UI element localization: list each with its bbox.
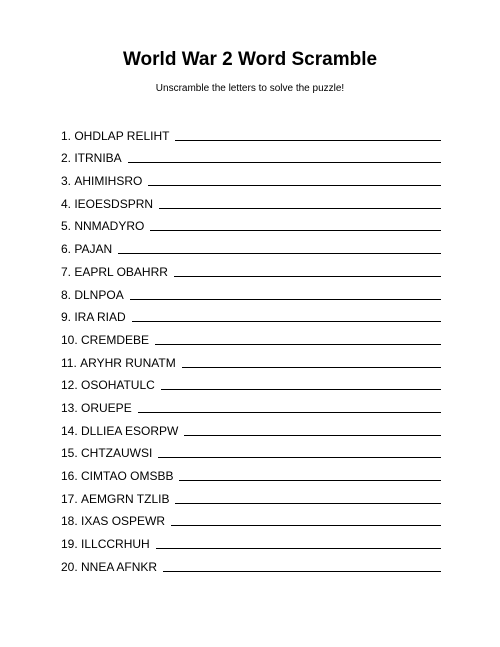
scrambled-word: NNMADYRO — [74, 219, 145, 234]
answer-line[interactable] — [158, 456, 441, 458]
puzzle-row — [61, 552, 441, 575]
puzzle-row — [61, 189, 441, 212]
answer-line[interactable] — [130, 298, 441, 300]
scrambled-word: ARYHR RUNATM — [80, 355, 176, 370]
puzzle-number: 9. — [61, 310, 75, 325]
puzzle-number: 10. — [61, 332, 82, 347]
puzzle-number: 13. — [61, 400, 82, 415]
puzzle-number: 20. — [61, 559, 82, 574]
answer-line[interactable] — [174, 275, 441, 277]
scrambled-word: DLNPOA — [74, 287, 124, 302]
answer-line[interactable] — [163, 570, 441, 572]
scrambled-word: IRA RIAD — [74, 310, 126, 325]
puzzle-number: 7. — [61, 264, 75, 279]
puzzle-number: 18. — [61, 514, 82, 529]
puzzle-number: 11. — [61, 355, 81, 370]
scrambled-word: ITRNIBA — [74, 151, 122, 166]
scrambled-word: CHTZAUWSI — [81, 446, 153, 461]
puzzle-row — [61, 325, 441, 348]
scrambled-word: CIMTAO OMSBB — [81, 469, 174, 483]
puzzle-number: 1. — [61, 128, 75, 143]
puzzle-row — [61, 484, 441, 507]
answer-line[interactable] — [175, 502, 441, 504]
answer-line[interactable] — [179, 479, 441, 481]
puzzle-number: 15. — [61, 446, 82, 461]
answer-line[interactable] — [138, 411, 441, 413]
puzzle-row — [61, 212, 441, 235]
puzzle-row — [61, 393, 441, 416]
puzzle-row — [61, 166, 441, 189]
answer-line[interactable] — [182, 366, 441, 368]
answer-line[interactable] — [159, 207, 441, 209]
puzzle-row — [61, 416, 441, 439]
page-title: World War 2 Word Scramble — [122, 49, 378, 70]
answer-line[interactable] — [161, 388, 441, 390]
puzzle-row — [61, 257, 441, 280]
answer-line[interactable] — [128, 161, 441, 163]
puzzle-number: 2. — [61, 151, 75, 166]
puzzle-number: 5. — [61, 219, 75, 234]
puzzle-row — [61, 507, 441, 530]
puzzle-number: 6. — [61, 242, 75, 257]
answer-line[interactable] — [148, 184, 441, 186]
puzzle-number: 4. — [61, 196, 75, 211]
scrambled-word: NNEA AFNKR — [81, 559, 158, 574]
scrambled-word: ILLCCRHUH — [81, 537, 150, 552]
answer-line[interactable] — [118, 252, 441, 254]
puzzle-row — [61, 439, 441, 462]
scrambled-word: IXAS OSPEWR — [81, 514, 166, 529]
answer-line[interactable] — [184, 434, 441, 436]
scrambled-word: IEOESDSPRN — [74, 196, 154, 211]
answer-line[interactable] — [150, 229, 441, 231]
puzzle-row — [61, 529, 441, 552]
answer-line[interactable] — [156, 547, 441, 549]
puzzle-number: 16. — [61, 469, 82, 483]
puzzle-number: 8. — [61, 287, 75, 302]
scrambled-word: OSOHATULC — [81, 378, 155, 393]
scrambled-word: PAJAN — [74, 242, 113, 257]
puzzle-number: 19. — [61, 537, 82, 552]
puzzle-row — [61, 461, 441, 484]
scrambled-word: OHDLAP RELIHT — [74, 128, 170, 143]
puzzle-number: 17. — [61, 491, 82, 506]
puzzle-number: 14. — [61, 423, 82, 438]
answer-line[interactable] — [155, 343, 441, 345]
puzzle-row — [61, 121, 441, 144]
puzzle-row — [61, 144, 441, 167]
puzzle-list — [61, 121, 441, 575]
puzzle-row — [61, 234, 441, 257]
scrambled-word: AHIMIHSRO — [74, 174, 143, 189]
puzzle-row — [61, 280, 441, 303]
scrambled-word: CREMDEBE — [81, 332, 150, 347]
scrambled-word: ORUEPE — [81, 400, 132, 415]
scrambled-word: DLLIEA ESORPW — [81, 423, 179, 438]
answer-line[interactable] — [175, 139, 441, 141]
puzzle-row — [61, 371, 441, 394]
puzzle-number: 3. — [61, 174, 75, 189]
scrambled-word: AEMGRN TZLIB — [81, 491, 170, 506]
puzzle-row — [61, 303, 441, 326]
answer-line[interactable] — [171, 524, 441, 526]
page-subtitle: Unscramble the letters to solve the puzzle! — [155, 83, 345, 94]
scrambled-word: EAPRL OBAHRR — [74, 264, 168, 279]
puzzle-row — [61, 348, 441, 371]
answer-line[interactable] — [132, 320, 441, 322]
puzzle-number: 12. — [61, 378, 82, 393]
